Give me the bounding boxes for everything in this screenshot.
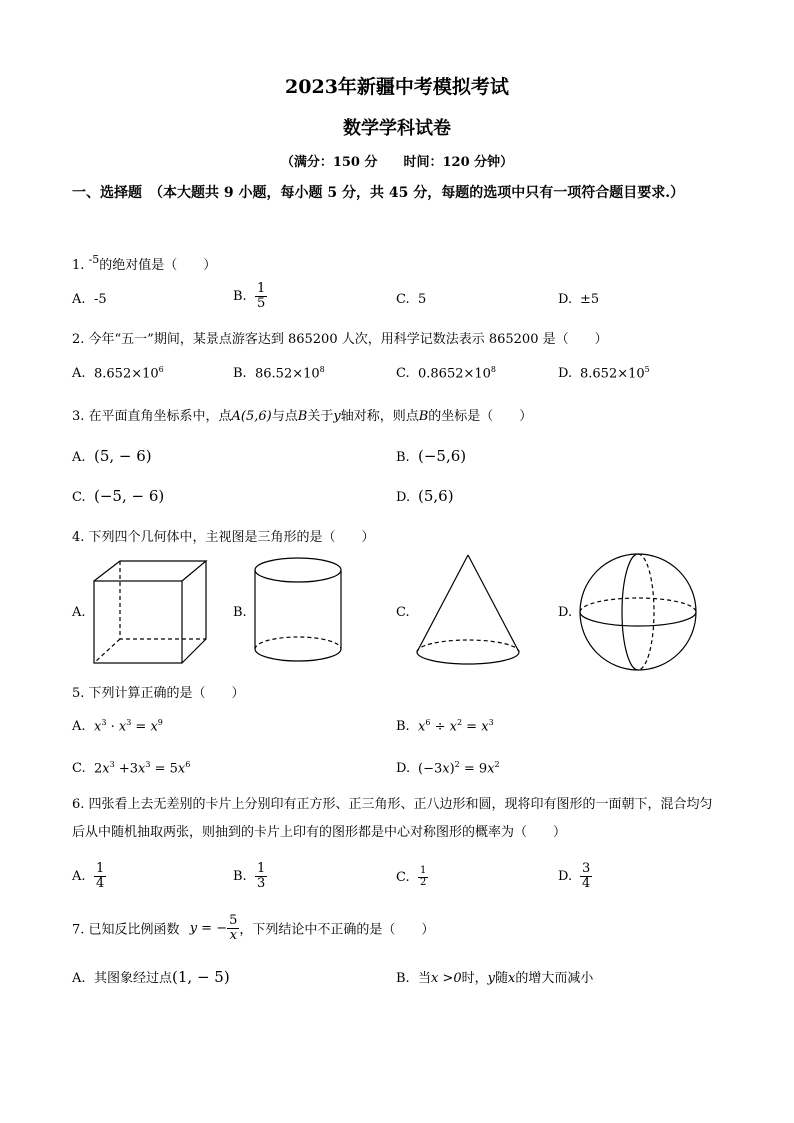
- exam-title: 2023年新疆中考模拟考试: [285, 76, 509, 98]
- exam-meta: （满分：150 分 时间：120 分钟）: [280, 155, 514, 170]
- fraction: $\frac{1}{4}$: [96, 861, 105, 891]
- fraction: $\frac{3}{4}$: [582, 861, 591, 891]
- q1-option-c[interactable]: C. 5: [396, 292, 427, 307]
- exam-subtitle: 数学学科试卷: [343, 118, 451, 139]
- q5-option-a[interactable]: A. $x^3 \cdot x^3 = x^9$: [72, 718, 163, 735]
- q4-option-c[interactable]: C.: [396, 605, 410, 620]
- q7-option-a[interactable]: A. 其图象经过点(1, − 5): [72, 968, 230, 986]
- q5-option-b[interactable]: B. $x^6 \div x^2 = x^3$: [396, 718, 494, 735]
- question-3: 3. 在平面直角坐标系中，点A(5,6)与点B关于y轴对称，则点B的坐标是（ ）: [72, 409, 533, 424]
- q6-option-a[interactable]: A. $\frac{1}{4}$: [72, 861, 105, 891]
- q6-option-d[interactable]: D. $\frac{3}{4}$: [558, 861, 591, 891]
- cone-figure: [413, 552, 525, 668]
- q6-option-b[interactable]: B. $\frac{1}{3}$: [233, 861, 266, 891]
- section-heading: 一、选择题 （本大题共 9 小题，每小题 5 分，共 45 分，每题的选项中只有一项符合题目要求.）: [72, 185, 685, 201]
- q5-option-d[interactable]: D. $(-3x)^2 = 9x^2$: [396, 760, 500, 777]
- question-6: 6. 四张看上去无差别的卡片上分别印有正方形、正三角形、正八边形和圆，现将印有图形的一面朝下，混合均匀后从中随机抽取两张，则抽到的卡片上印有的图形都是中心对称图形的概率为（ ）: [72, 797, 713, 840]
- question-1: 1. $^{-5}$的绝对值是（ ）: [72, 253, 217, 273]
- q5-option-c[interactable]: C. $2x^3 +3x^3 = 5x^6$: [72, 760, 191, 777]
- q1-option-b[interactable]: B. $\frac{1}{5}$: [233, 281, 266, 311]
- fraction: $\frac{1}{5}$: [257, 281, 266, 311]
- q2-option-c[interactable]: C. $0.8652\times 10^8$: [396, 365, 497, 382]
- q2-option-d[interactable]: D. $8.652\times 10^5$: [558, 365, 650, 382]
- fraction: $\frac{5}{x}$: [229, 913, 238, 943]
- cube-figure: [88, 557, 218, 667]
- question-5: 5. 下列计算正确的是（ ）: [72, 686, 245, 701]
- q1-option-a[interactable]: A. -5: [72, 292, 107, 307]
- fraction: $\frac{1}{2}$: [420, 865, 427, 888]
- question-7: 7. 已知反比例函数 y = − $\frac{5}{x}$ ，下列结论中不正确的是（ ）: [72, 913, 435, 943]
- q3-option-c[interactable]: C. (−5, − 6): [72, 487, 165, 505]
- fraction: $\frac{1}{3}$: [257, 861, 266, 891]
- question-4: 4. 下列四个几何体中，主视图是三角形的是（ ）: [72, 530, 375, 545]
- q4-option-d[interactable]: D.: [558, 605, 573, 620]
- q2-option-a[interactable]: A. $8.652\times 10^6$: [72, 365, 164, 382]
- q3-option-b[interactable]: B. (−5,6): [396, 447, 467, 465]
- question-2: 2. 今年“五一”期间，某景点游客达到 865200 人次，用科学记数法表示 865200 是（ ）: [72, 332, 608, 347]
- q6-option-c[interactable]: C. $\frac{1}{2}$: [396, 865, 427, 888]
- q7-option-b[interactable]: B. 当x >0时，y随x的增大而减小: [396, 971, 594, 986]
- q4-option-b[interactable]: B.: [233, 605, 247, 620]
- sphere-figure: [576, 550, 700, 674]
- cylinder-figure: [250, 555, 346, 667]
- q4-option-a[interactable]: A.: [72, 605, 86, 620]
- q1-option-d[interactable]: D. ±5: [558, 292, 600, 307]
- q3-option-a[interactable]: A. (5, − 6): [72, 447, 152, 465]
- q2-option-b[interactable]: B. $86.52\times 10^8$: [233, 365, 325, 382]
- q3-option-d[interactable]: D. (5,6): [396, 487, 454, 505]
